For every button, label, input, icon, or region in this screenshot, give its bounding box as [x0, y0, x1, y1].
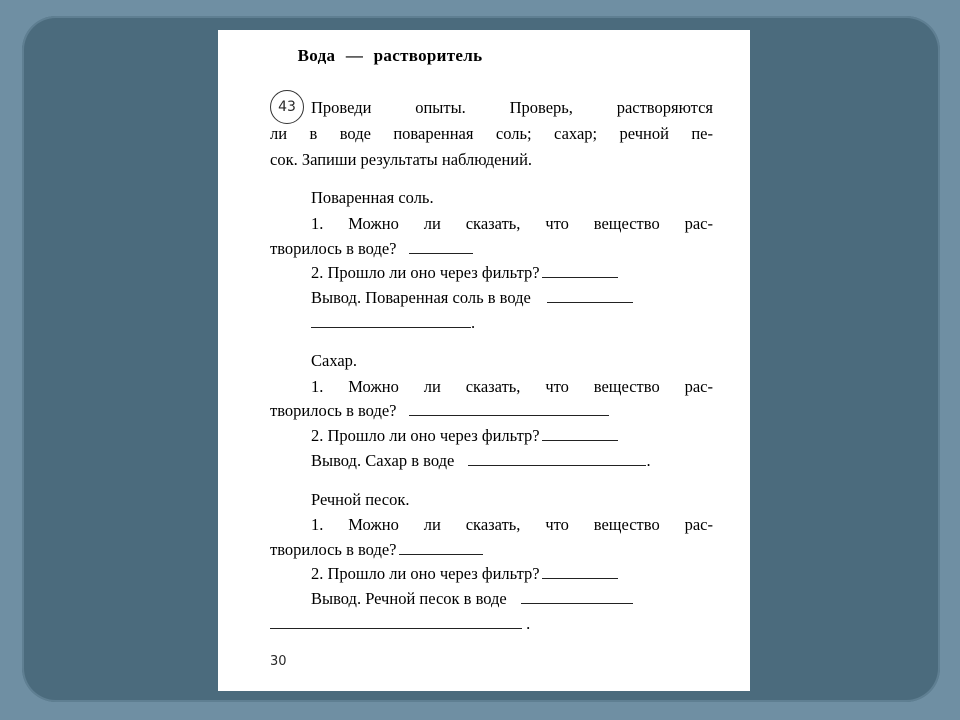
salt-conclusion-text: Вывод. Поваренная соль в воде [311, 288, 531, 307]
page-number: 30 [270, 654, 287, 669]
salt-question-2 [311, 263, 618, 283]
salt-conclusion-period: . [471, 313, 476, 332]
task-text-line-2: ли в воде поваренная соль; сахар; речной пе- [270, 124, 713, 143]
salt-question-2-text: 2. Прошло ли оно через фильтр? [311, 263, 540, 282]
task-text-line-1: Проведи опыты. Проверь, растворяются [311, 98, 713, 117]
salt-question-1-line-1: 1. Можно ли сказать, что вещество рас- [311, 214, 713, 233]
sand-question-1-line-1: 1. Можно ли сказать, что вещество рас- [311, 515, 713, 534]
salt-answer-2-blank[interactable] [542, 263, 618, 278]
salt-conclusion-blank-1[interactable] [547, 288, 633, 303]
sand-conclusion-text: Вывод. Речной песок в воде [311, 589, 507, 608]
task-text-line-3: сок. Запиши результаты наблюдений. [270, 150, 533, 169]
sugar-question-1-text: творилось в воде? [270, 401, 397, 420]
page-title: Вода — растворитель [297, 46, 483, 65]
sand-question-2-text: 2. Прошло ли оно через фильтр? [311, 564, 540, 583]
salt-conclusion-line-2 [311, 313, 475, 333]
salt-question-1-text: творилось в воде? [270, 239, 397, 258]
sugar-conclusion-blank[interactable] [468, 451, 646, 466]
task-number-badge: 43 [270, 90, 304, 124]
sand-conclusion-period: . [526, 614, 531, 633]
sugar-question-2-text: 2. Прошло ли оно через фильтр? [311, 426, 540, 445]
salt-conclusion-blank-2[interactable] [311, 313, 471, 328]
sugar-question-1-line-1: 1. Можно ли сказать, что вещество рас- [311, 377, 713, 396]
sand-answer-1-blank[interactable] [399, 540, 483, 555]
sugar-question-1-line-2 [270, 401, 609, 421]
salt-answer-1-blank[interactable] [409, 239, 473, 254]
salt-question-1-line-2 [270, 239, 473, 259]
sugar-conclusion [311, 451, 651, 471]
sand-conclusion-blank-1[interactable] [521, 589, 633, 604]
section-heading-sand: Речной песок. [311, 490, 410, 509]
sand-question-2 [311, 564, 618, 584]
sugar-answer-2-blank[interactable] [542, 426, 618, 441]
sand-answer-2-blank[interactable] [542, 564, 618, 579]
sugar-conclusion-period: . [646, 451, 651, 470]
sand-conclusion-blank-2[interactable] [270, 614, 522, 629]
sugar-answer-1-blank[interactable] [409, 401, 609, 416]
sugar-conclusion-text: Вывод. Сахар в воде [311, 451, 455, 470]
sand-question-1-line-2 [270, 540, 483, 560]
sugar-question-2 [311, 426, 618, 446]
salt-conclusion [311, 288, 633, 308]
sand-conclusion-line-2 [270, 614, 530, 634]
section-heading-sugar: Сахар. [311, 351, 358, 370]
section-heading-salt: Поваренная соль. [311, 188, 434, 207]
sand-conclusion [311, 589, 633, 609]
sand-question-1-text: творилось в воде? [270, 540, 397, 559]
